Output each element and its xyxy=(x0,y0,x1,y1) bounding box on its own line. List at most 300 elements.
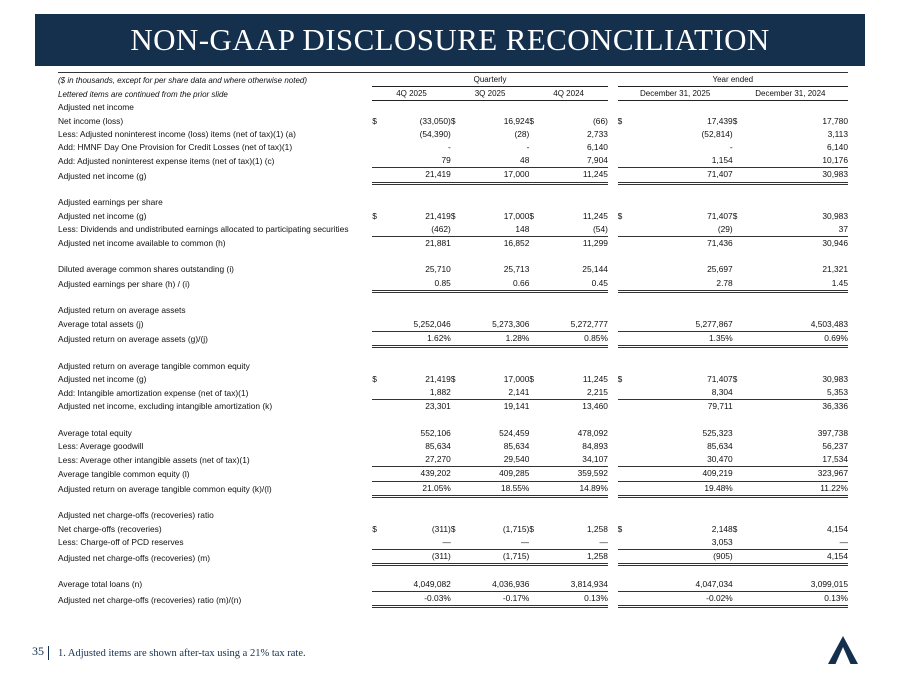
row-value: 1.62% xyxy=(384,331,451,346)
currency-symbol xyxy=(451,427,463,440)
row-label: Adjusted net income available to common (h) xyxy=(58,237,226,248)
row-value: 14.89% xyxy=(541,481,608,496)
row-value: 148 xyxy=(463,223,530,237)
row-value: 2,215 xyxy=(541,386,608,400)
row-value: 3,113 xyxy=(827,128,848,139)
row-label: Adjusted net income (g) xyxy=(58,210,147,221)
currency-symbol xyxy=(451,331,463,346)
currency-symbol xyxy=(451,481,463,496)
currency-symbol: $ xyxy=(529,210,535,221)
currency-symbol xyxy=(733,467,745,481)
currency-symbol xyxy=(733,481,745,496)
currency-symbol: $ xyxy=(450,523,456,534)
currency-symbol xyxy=(372,427,384,440)
row-value: 25,710 xyxy=(425,264,451,275)
row-label: Less: Average goodwill xyxy=(58,440,144,451)
page-number-divider xyxy=(48,646,49,660)
currency-symbol xyxy=(372,128,384,141)
currency-symbol xyxy=(529,481,541,496)
spacer-cell xyxy=(58,414,848,427)
row-label: Average total assets (j) xyxy=(58,319,144,330)
row-value: 17,000 xyxy=(503,373,530,384)
row-value: (1,715) xyxy=(463,550,530,565)
column-gap xyxy=(608,154,618,168)
table-row xyxy=(58,592,848,607)
column-gap xyxy=(608,277,618,292)
currency-symbol xyxy=(618,331,630,346)
table-row xyxy=(58,523,848,536)
row-value: 1,258 xyxy=(541,550,608,565)
row-value: 17,000 xyxy=(463,168,530,183)
currency-symbol xyxy=(733,453,745,467)
table-row xyxy=(58,236,848,250)
row-value: 29,540 xyxy=(463,453,530,467)
row-value: 79 xyxy=(384,154,451,168)
row-value: 4,154 xyxy=(827,523,848,534)
table-row xyxy=(58,210,848,223)
column-gap xyxy=(608,550,618,565)
row-value: 25,144 xyxy=(582,264,608,275)
table-units-note: ($ in thousands, except for per share data and where otherwise noted) xyxy=(58,73,372,87)
row-value: 11,245 xyxy=(582,373,608,384)
row-value: 21,881 xyxy=(425,237,451,248)
row-value: 409,285 xyxy=(463,467,530,481)
currency-symbol xyxy=(733,592,745,607)
row-value: -0.02% xyxy=(629,592,732,607)
row-value: 17,780 xyxy=(822,115,848,126)
row-label: Adjusted net income (g) xyxy=(58,373,147,384)
reconciliation-table-wrapper xyxy=(58,72,848,608)
currency-symbol xyxy=(733,168,745,183)
row-value: 2.78 xyxy=(629,277,732,292)
currency-symbol: $ xyxy=(732,523,738,534)
row-value: 0.45 xyxy=(541,277,608,292)
row-value: 0.85 xyxy=(384,277,451,292)
currency-symbol xyxy=(733,440,745,453)
row-value: 21,321 xyxy=(822,264,848,275)
row-value: 3,053 xyxy=(629,536,732,550)
row-value: 5,277,867 xyxy=(629,318,732,332)
row-label: Diluted average common shares outstanding (i) xyxy=(58,264,234,275)
row-value: 4,049,082 xyxy=(384,578,451,592)
currency-symbol xyxy=(733,236,745,250)
spacer-cell xyxy=(58,183,848,196)
row-value: 323,967 xyxy=(745,467,848,481)
row-value: 409,219 xyxy=(629,467,732,481)
table-body xyxy=(58,73,848,607)
spacer-row xyxy=(58,496,848,509)
row-value: 21,419 xyxy=(425,373,451,384)
column-gap xyxy=(608,141,618,154)
row-value: 27,270 xyxy=(384,453,451,467)
table-row xyxy=(58,386,848,400)
currency-symbol xyxy=(618,550,630,565)
row-label: Less: Adjusted noninterest income (loss) items (net of tax)(1) (a) xyxy=(58,128,296,139)
row-value: (905) xyxy=(629,550,732,565)
currency-symbol xyxy=(529,578,541,592)
currency-symbol xyxy=(618,168,630,183)
section-title: Adjusted net charge-offs (recoveries) ratio xyxy=(58,510,214,521)
currency-symbol xyxy=(529,550,541,565)
row-value: — xyxy=(463,536,530,550)
currency-symbol xyxy=(529,400,541,414)
row-label: Average total loans (n) xyxy=(58,579,143,590)
currency-symbol xyxy=(618,263,630,276)
column-gap xyxy=(608,331,618,346)
spacer-row xyxy=(58,565,848,578)
row-label: Adjusted net charge-offs (recoveries) (m) xyxy=(58,552,211,563)
row-value: 4,154 xyxy=(745,550,848,565)
row-value: (54) xyxy=(541,223,608,237)
currency-symbol xyxy=(618,578,630,592)
currency-symbol xyxy=(451,386,463,400)
currency-symbol xyxy=(618,277,630,292)
currency-symbol xyxy=(451,168,463,183)
column-gap xyxy=(608,453,618,467)
currency-symbol xyxy=(618,453,630,467)
row-value: 4,036,936 xyxy=(463,578,530,592)
currency-symbol xyxy=(451,400,463,414)
row-value: 17,000 xyxy=(503,210,530,221)
currency-symbol xyxy=(372,400,384,414)
row-value: 36,336 xyxy=(822,401,848,412)
row-label: Average tangible common equity (l) xyxy=(58,468,190,479)
row-value: 30,470 xyxy=(629,453,732,467)
currency-symbol xyxy=(372,467,384,481)
spacer-row xyxy=(58,291,848,304)
row-value: 34,107 xyxy=(541,453,608,467)
table-row xyxy=(58,277,848,292)
row-value: 79,711 xyxy=(707,401,733,412)
row-value: 0.66 xyxy=(463,277,530,292)
table-continuation-note: Lettered items are continued from the prior slide xyxy=(58,89,228,99)
row-value: 21,419 xyxy=(425,210,451,221)
row-value: 17,534 xyxy=(745,453,848,467)
currency-symbol xyxy=(529,331,541,346)
currency-symbol xyxy=(529,277,541,292)
currency-symbol xyxy=(451,467,463,481)
currency-symbol xyxy=(733,331,745,346)
currency-symbol xyxy=(372,481,384,496)
currency-symbol xyxy=(529,236,541,250)
row-value: 2,733 xyxy=(586,128,608,139)
currency-symbol xyxy=(529,592,541,607)
row-value: 3,814,934 xyxy=(541,578,608,592)
currency-symbol xyxy=(733,263,745,276)
table-row xyxy=(58,550,848,565)
spacer-row xyxy=(58,414,848,427)
row-value: 0.13% xyxy=(541,592,608,607)
currency-symbol xyxy=(529,440,541,453)
row-value: 0.13% xyxy=(745,592,848,607)
section-title: Adjusted return on average assets xyxy=(58,305,186,316)
currency-symbol xyxy=(618,536,630,550)
row-value: (29) xyxy=(629,223,732,237)
section-title-row xyxy=(58,304,848,317)
currency-symbol xyxy=(618,318,630,332)
table-row xyxy=(58,168,848,183)
row-label: Average total equity xyxy=(58,427,132,438)
currency-symbol: $ xyxy=(372,373,377,384)
row-value: 359,592 xyxy=(541,467,608,481)
table-row xyxy=(58,481,848,496)
currency-symbol xyxy=(529,536,541,550)
row-value: 478,092 xyxy=(577,427,608,438)
row-value: 30,983 xyxy=(822,210,848,221)
currency-symbol: $ xyxy=(372,523,377,534)
column-gap xyxy=(608,318,618,332)
currency-symbol xyxy=(529,467,541,481)
row-value: 525,323 xyxy=(702,427,733,438)
row-value: 7,904 xyxy=(541,154,608,168)
currency-symbol xyxy=(372,168,384,183)
currency-symbol xyxy=(733,318,745,332)
row-label: Adjusted return on average assets (g)/(j) xyxy=(58,334,208,345)
currency-symbol xyxy=(451,550,463,565)
row-value: 2,148 xyxy=(711,523,733,534)
row-value: 11,245 xyxy=(582,210,608,221)
row-value: 439,202 xyxy=(384,467,451,481)
row-value: 4,047,034 xyxy=(629,578,732,592)
column-gap xyxy=(608,386,618,400)
header-gap xyxy=(608,87,618,101)
currency-symbol xyxy=(372,236,384,250)
row-value: 6,140 xyxy=(827,142,848,153)
row-value: 85,634 xyxy=(503,440,530,451)
row-label: Less: Average other intangible assets (net of tax)(1) xyxy=(58,454,250,465)
footnote-text: 1. Adjusted items are shown after-tax using a 21% tax rate. xyxy=(58,648,306,659)
section-title: Adjusted earnings per share xyxy=(58,197,163,208)
column-gap xyxy=(608,523,618,536)
spacer-cell xyxy=(58,291,848,304)
row-value: 1.35% xyxy=(629,331,732,346)
row-value: 11.22% xyxy=(745,481,848,496)
currency-symbol: $ xyxy=(617,373,623,384)
row-value: 11,299 xyxy=(582,237,608,248)
table-row xyxy=(58,578,848,592)
row-value: 25,697 xyxy=(707,264,733,275)
row-value: 1.45 xyxy=(745,277,848,292)
reconciliation-table xyxy=(58,72,848,608)
row-value: 30,983 xyxy=(745,168,848,183)
row-label: Adjusted net income (g) xyxy=(58,170,147,181)
column-gap xyxy=(608,400,618,414)
row-value: 17,439 xyxy=(707,115,733,126)
row-value: 6,140 xyxy=(586,142,608,153)
row-value: 16,924 xyxy=(503,115,530,126)
currency-symbol xyxy=(733,578,745,592)
row-value: (54,390) xyxy=(419,128,451,139)
column-gap xyxy=(608,440,618,453)
table-row xyxy=(58,373,848,386)
column-gap xyxy=(608,427,618,440)
table-row xyxy=(58,440,848,453)
row-label: Adjusted earnings per share (h) / (i) xyxy=(58,279,190,290)
row-value: 19.48% xyxy=(629,481,732,496)
row-value: 3,099,015 xyxy=(745,578,848,592)
currency-symbol xyxy=(451,453,463,467)
table-row xyxy=(58,223,848,237)
table-row xyxy=(58,400,848,414)
table-row xyxy=(58,427,848,440)
company-logo-icon xyxy=(826,635,860,665)
row-value: -0.17% xyxy=(463,592,530,607)
table-row xyxy=(58,318,848,332)
row-value: - xyxy=(729,142,733,153)
row-value: 84,893 xyxy=(582,440,608,451)
currency-symbol xyxy=(618,427,630,440)
table-row xyxy=(58,467,848,481)
currency-symbol xyxy=(733,223,745,237)
currency-symbol xyxy=(451,277,463,292)
currency-symbol: $ xyxy=(450,115,456,126)
section-title: Adjusted net income xyxy=(58,102,134,113)
currency-symbol xyxy=(451,236,463,250)
row-value: 21.05% xyxy=(384,481,451,496)
table-row xyxy=(58,331,848,346)
currency-symbol xyxy=(529,386,541,400)
column-gap xyxy=(608,481,618,496)
table-row xyxy=(58,154,848,168)
currency-symbol: $ xyxy=(450,373,456,384)
currency-symbol xyxy=(618,128,630,141)
currency-symbol xyxy=(733,141,745,154)
currency-symbol xyxy=(372,592,384,607)
currency-symbol xyxy=(451,154,463,168)
spacer-cell xyxy=(58,496,848,509)
currency-symbol: $ xyxy=(617,210,623,221)
currency-symbol: $ xyxy=(529,115,535,126)
table-row xyxy=(58,141,848,154)
row-value: 1.28% xyxy=(463,331,530,346)
currency-symbol xyxy=(733,128,745,141)
group-header-year-ended: Year ended xyxy=(618,73,848,87)
spacer-row xyxy=(58,183,848,196)
row-value: 397,738 xyxy=(817,427,848,438)
row-value: 85,634 xyxy=(707,440,733,451)
currency-symbol xyxy=(372,536,384,550)
currency-symbol xyxy=(372,550,384,565)
currency-symbol xyxy=(733,154,745,168)
currency-symbol xyxy=(733,400,745,414)
currency-symbol xyxy=(733,536,745,550)
row-value: — xyxy=(541,536,608,550)
currency-symbol xyxy=(733,386,745,400)
currency-symbol xyxy=(618,223,630,237)
row-value: 37 xyxy=(745,223,848,237)
row-value: 30,946 xyxy=(822,237,848,248)
column-gap xyxy=(608,536,618,550)
currency-symbol xyxy=(372,440,384,453)
col-header-4q-2025: 4Q 2025 xyxy=(372,87,451,101)
row-label: Less: Dividends and undistributed earnings allocated to participating securities xyxy=(58,224,349,235)
column-gap xyxy=(608,263,618,276)
row-value: 48 xyxy=(463,154,530,168)
row-value: 1,154 xyxy=(629,154,732,168)
row-value: 71,436 xyxy=(707,237,733,248)
currency-symbol xyxy=(529,453,541,467)
currency-symbol xyxy=(372,141,384,154)
row-value: (311) xyxy=(431,523,451,534)
currency-symbol: $ xyxy=(617,115,623,126)
currency-symbol xyxy=(618,386,630,400)
currency-symbol xyxy=(372,318,384,332)
row-value: 5,273,306 xyxy=(463,318,530,332)
row-value: 0.85% xyxy=(541,331,608,346)
row-value: 71,407 xyxy=(707,210,733,221)
currency-symbol: $ xyxy=(732,115,738,126)
table-row xyxy=(58,263,848,276)
currency-symbol: $ xyxy=(529,523,535,534)
column-gap xyxy=(608,128,618,141)
table-row xyxy=(58,128,848,141)
row-label: Add: HMNF Day One Provision for Credit Losses (net of tax)(1) xyxy=(58,142,293,153)
currency-symbol xyxy=(529,154,541,168)
row-value: 8,304 xyxy=(629,386,732,400)
table-header-note-row xyxy=(58,73,848,87)
currency-symbol xyxy=(529,223,541,237)
column-gap xyxy=(608,592,618,607)
table-row xyxy=(58,536,848,550)
currency-symbol xyxy=(451,536,463,550)
currency-symbol: $ xyxy=(529,373,535,384)
currency-symbol xyxy=(618,440,630,453)
row-value: (33,050) xyxy=(419,115,451,126)
spacer-row xyxy=(58,347,848,360)
column-gap xyxy=(608,210,618,223)
currency-symbol xyxy=(451,578,463,592)
row-label: Net charge-offs (recoveries) xyxy=(58,523,162,534)
row-value: 0.69% xyxy=(745,331,848,346)
table-row xyxy=(58,453,848,467)
row-value: 71,407 xyxy=(707,373,733,384)
row-label: Adjusted net income, excluding intangible amortization (k) xyxy=(58,401,273,412)
table-row xyxy=(58,115,848,128)
group-header-quarterly: Quarterly xyxy=(372,73,608,87)
currency-symbol xyxy=(372,331,384,346)
row-label: Net income (loss) xyxy=(58,115,124,126)
currency-symbol xyxy=(372,154,384,168)
currency-symbol xyxy=(529,141,541,154)
currency-symbol: $ xyxy=(372,115,377,126)
currency-symbol xyxy=(451,318,463,332)
row-label: Adjusted net charge-offs (recoveries) ratio (m)/(n) xyxy=(58,594,242,605)
section-title: Adjusted return on average tangible common equity xyxy=(58,360,250,371)
row-value: 524,459 xyxy=(499,427,530,438)
currency-symbol xyxy=(372,578,384,592)
section-title-row xyxy=(58,196,848,209)
row-value: 30,983 xyxy=(822,373,848,384)
currency-symbol xyxy=(733,427,745,440)
spacer-cell xyxy=(58,565,848,578)
row-value: 25,713 xyxy=(503,264,530,275)
row-value: 21,419 xyxy=(384,168,451,183)
row-value: 18.55% xyxy=(463,481,530,496)
row-value: 71,407 xyxy=(629,168,732,183)
page-number: 35 xyxy=(32,644,44,658)
slide-title-bar xyxy=(35,14,865,66)
section-title-row xyxy=(58,101,848,115)
row-value: 19,141 xyxy=(503,401,530,412)
col-header-4q-2024: 4Q 2024 xyxy=(529,87,608,101)
slide-footer xyxy=(0,631,900,675)
row-value: 23,301 xyxy=(425,401,451,412)
currency-symbol xyxy=(529,263,541,276)
currency-symbol xyxy=(451,440,463,453)
currency-symbol xyxy=(529,318,541,332)
currency-symbol xyxy=(451,592,463,607)
row-value: -0.03% xyxy=(384,592,451,607)
